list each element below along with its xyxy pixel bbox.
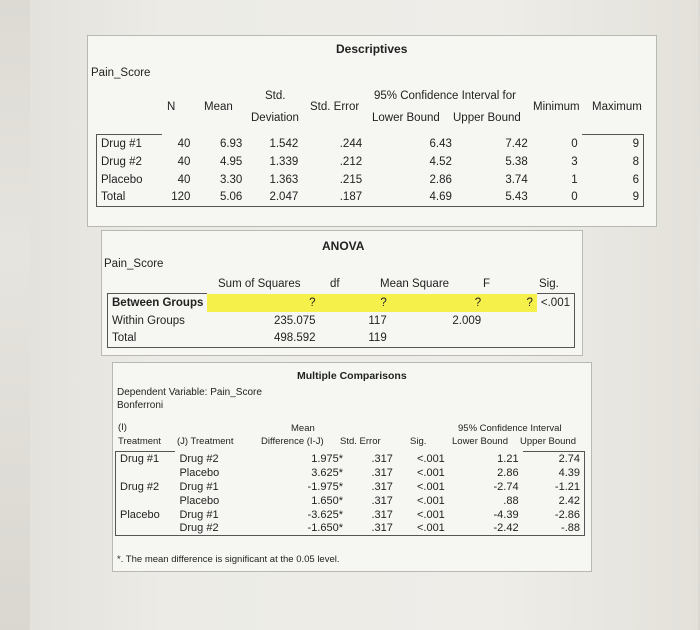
cell-sd: 1.339 (269, 155, 299, 168)
cell-lower: 2.86 (497, 466, 519, 479)
cell-n: 40 (177, 173, 191, 186)
cell-i (116, 522, 176, 536)
cell-lower: .88 (503, 494, 519, 507)
cell-upper: 7.42 (505, 137, 528, 150)
header-i: (I) (118, 422, 127, 433)
header-sig: Sig. (410, 436, 427, 447)
cell-se: .215 (339, 173, 363, 186)
table-row (108, 312, 575, 330)
cell-min: 3 (571, 155, 578, 168)
cell-se: .212 (339, 155, 363, 168)
cell-sig: <.001 (416, 466, 445, 479)
cell-lower: -2.74 (493, 480, 519, 493)
cell-df: ? (320, 294, 391, 312)
anova-table (107, 293, 575, 348)
header-upper-bound: Upper Bound (520, 436, 576, 447)
cell-sd: 2.047 (246, 189, 302, 207)
table-row (116, 508, 585, 522)
header-n: N (167, 101, 176, 113)
cell-mean-difference: 1.650* (311, 494, 344, 507)
descriptives-variable: Pain_Score (91, 67, 151, 79)
cell-min: 1 (571, 173, 578, 186)
cell-upper: 3.74 (505, 173, 528, 186)
cell-j: Drug #1 (179, 508, 219, 521)
row-label: Drug #1 (97, 135, 163, 153)
cell-max: 6 (582, 171, 644, 189)
cell-sig: <.001 (416, 508, 445, 521)
cell-ms (391, 330, 485, 348)
header-std-error: Std. Error (340, 436, 381, 447)
cell-f (485, 312, 537, 330)
table-row (108, 294, 575, 312)
cell-sig: <.001 (416, 452, 445, 465)
cell-ss: 498.592 (207, 330, 319, 348)
header-mean-2: Difference (I-J) (261, 436, 324, 447)
row-label: Between Groups (108, 294, 208, 312)
cell-ms: 2.009 (452, 314, 482, 327)
cell-lower: -4.39 (493, 508, 519, 521)
cell-ms: ? (391, 294, 485, 312)
cell-mean: 3.30 (219, 173, 243, 186)
cell-i (116, 494, 176, 508)
cell-se: .187 (302, 189, 366, 207)
method-label: Bonferroni (117, 400, 164, 411)
header-upper-bound: Upper Bound (453, 112, 521, 124)
table-row (97, 171, 644, 189)
header-lower-bound: Lower Bound (372, 112, 440, 124)
cell-i: Drug #1 (116, 452, 176, 466)
cell-min: 0 (571, 137, 578, 150)
cell-mean: 4.95 (219, 155, 243, 168)
cell-upper: 2.42 (523, 494, 585, 508)
cell-max: 9 (582, 189, 644, 207)
table-row (116, 522, 585, 536)
cell-lower: 4.52 (429, 155, 452, 168)
cell-j: Placebo (179, 466, 220, 479)
header-treatment: Treatment (118, 436, 161, 447)
header-lower-bound: Lower Bound (452, 436, 508, 447)
cell-sig (537, 330, 575, 348)
table-row (116, 466, 585, 480)
cell-df: 117 (368, 314, 387, 327)
cell-upper: 5.43 (456, 189, 532, 207)
cell-sig: <.001 (416, 480, 445, 493)
cell-max: 8 (582, 153, 644, 171)
header-ci: 95% Confidence Interval for (374, 90, 516, 102)
anova-title: ANOVA (322, 239, 365, 253)
cell-std-error: .317 (371, 480, 393, 493)
cell-j: Drug #1 (179, 480, 219, 493)
multiple-comparisons-title: Multiple Comparisons (297, 370, 407, 382)
descriptives-title: Descriptives (336, 42, 408, 56)
cell-min: 0 (532, 189, 582, 207)
header-sig: Sig. (539, 278, 559, 290)
cell-lower: 2.86 (429, 173, 452, 186)
cell-std-error: .317 (347, 522, 397, 536)
header-j-treatment: (J) Treatment (177, 436, 234, 447)
cell-mean-difference: -3.625* (307, 508, 344, 521)
cell-sig: <.001 (537, 294, 575, 312)
table-row (108, 330, 575, 348)
header-f: F (483, 278, 491, 290)
cell-df: 119 (320, 330, 391, 348)
table-row (97, 189, 644, 207)
header-mean-1: Mean (291, 423, 315, 434)
cell-n: 40 (177, 137, 191, 150)
cell-upper: 4.39 (523, 466, 585, 480)
cell-lower: 4.69 (366, 189, 456, 207)
cell-sd: 1.542 (269, 137, 299, 150)
cell-upper: 5.38 (505, 155, 528, 168)
cell-f (485, 330, 537, 348)
cell-mean-difference: -1.975* (307, 480, 344, 493)
header-mean-square: Mean Square (380, 278, 450, 290)
cell-mean: 6.93 (219, 137, 243, 150)
cell-se: .244 (339, 137, 363, 150)
cell-j: Drug #2 (179, 452, 219, 465)
cell-mean: 5.06 (194, 189, 246, 207)
cell-std-error: .317 (371, 466, 393, 479)
row-label: Placebo (97, 171, 163, 189)
descriptives-table (96, 134, 644, 207)
cell-std-error: .317 (371, 452, 393, 465)
header-std-dev-1: Std. (265, 90, 286, 102)
anova-variable: Pain_Score (104, 258, 164, 270)
cell-n: 40 (177, 155, 191, 168)
header-sum-of-squares: Sum of Squares (218, 278, 301, 290)
cell-upper: -1.21 (523, 480, 585, 494)
header-maximum: Maximum (592, 101, 642, 113)
cell-sig: <.001 (397, 522, 449, 536)
cell-i: Placebo (116, 508, 176, 522)
table-row (97, 153, 644, 171)
header-mean: Mean (204, 101, 233, 113)
header-std-dev-2: Deviation (251, 112, 299, 124)
table-row (97, 135, 644, 153)
cell-j: Placebo (179, 494, 220, 507)
cell-std-error: .317 (371, 494, 393, 507)
cell-mean-difference: 3.625* (311, 466, 344, 479)
cell-sig (537, 312, 575, 330)
cell-upper: -2.86 (523, 508, 585, 522)
table-row (116, 480, 585, 494)
cell-j: Drug #2 (175, 522, 261, 536)
footnote: *. The mean difference is significant at the 0.05 level. (117, 554, 340, 565)
dependent-variable-label: Dependent Variable: Pain_Score (117, 387, 262, 398)
row-label: Drug #2 (97, 153, 163, 171)
cell-i: Drug #2 (116, 480, 176, 494)
cell-lower: -2.42 (449, 522, 523, 536)
cell-f: ? (485, 294, 537, 312)
table-row (116, 452, 585, 466)
cell-mean-difference: -1.650* (261, 522, 347, 536)
multiple-comparisons-table (115, 451, 585, 536)
header-std-error: Std. Error (310, 101, 360, 113)
row-label: Total (97, 189, 163, 207)
table-row (116, 494, 585, 508)
cell-sig: <.001 (416, 494, 445, 507)
cell-sd: 1.363 (269, 173, 299, 186)
cell-ss: 235.075 (273, 314, 316, 327)
header-ci: 95% Confidence Interval (458, 423, 562, 434)
header-df: df (330, 278, 340, 290)
cell-lower: 6.43 (429, 137, 452, 150)
cell-lower: 1.21 (497, 452, 519, 465)
cell-upper: -.88 (523, 522, 585, 536)
cell-n: 120 (162, 189, 194, 207)
cell-max: 9 (582, 135, 644, 153)
cell-std-error: .317 (371, 508, 393, 521)
cell-upper: 2.74 (523, 452, 585, 466)
row-label: Total (108, 330, 208, 348)
cell-ss: ? (207, 294, 319, 312)
cell-i (116, 466, 176, 480)
header-minimum: Minimum (533, 101, 580, 113)
row-label: Within Groups (108, 312, 208, 330)
cell-mean-difference: 1.975* (311, 452, 344, 465)
